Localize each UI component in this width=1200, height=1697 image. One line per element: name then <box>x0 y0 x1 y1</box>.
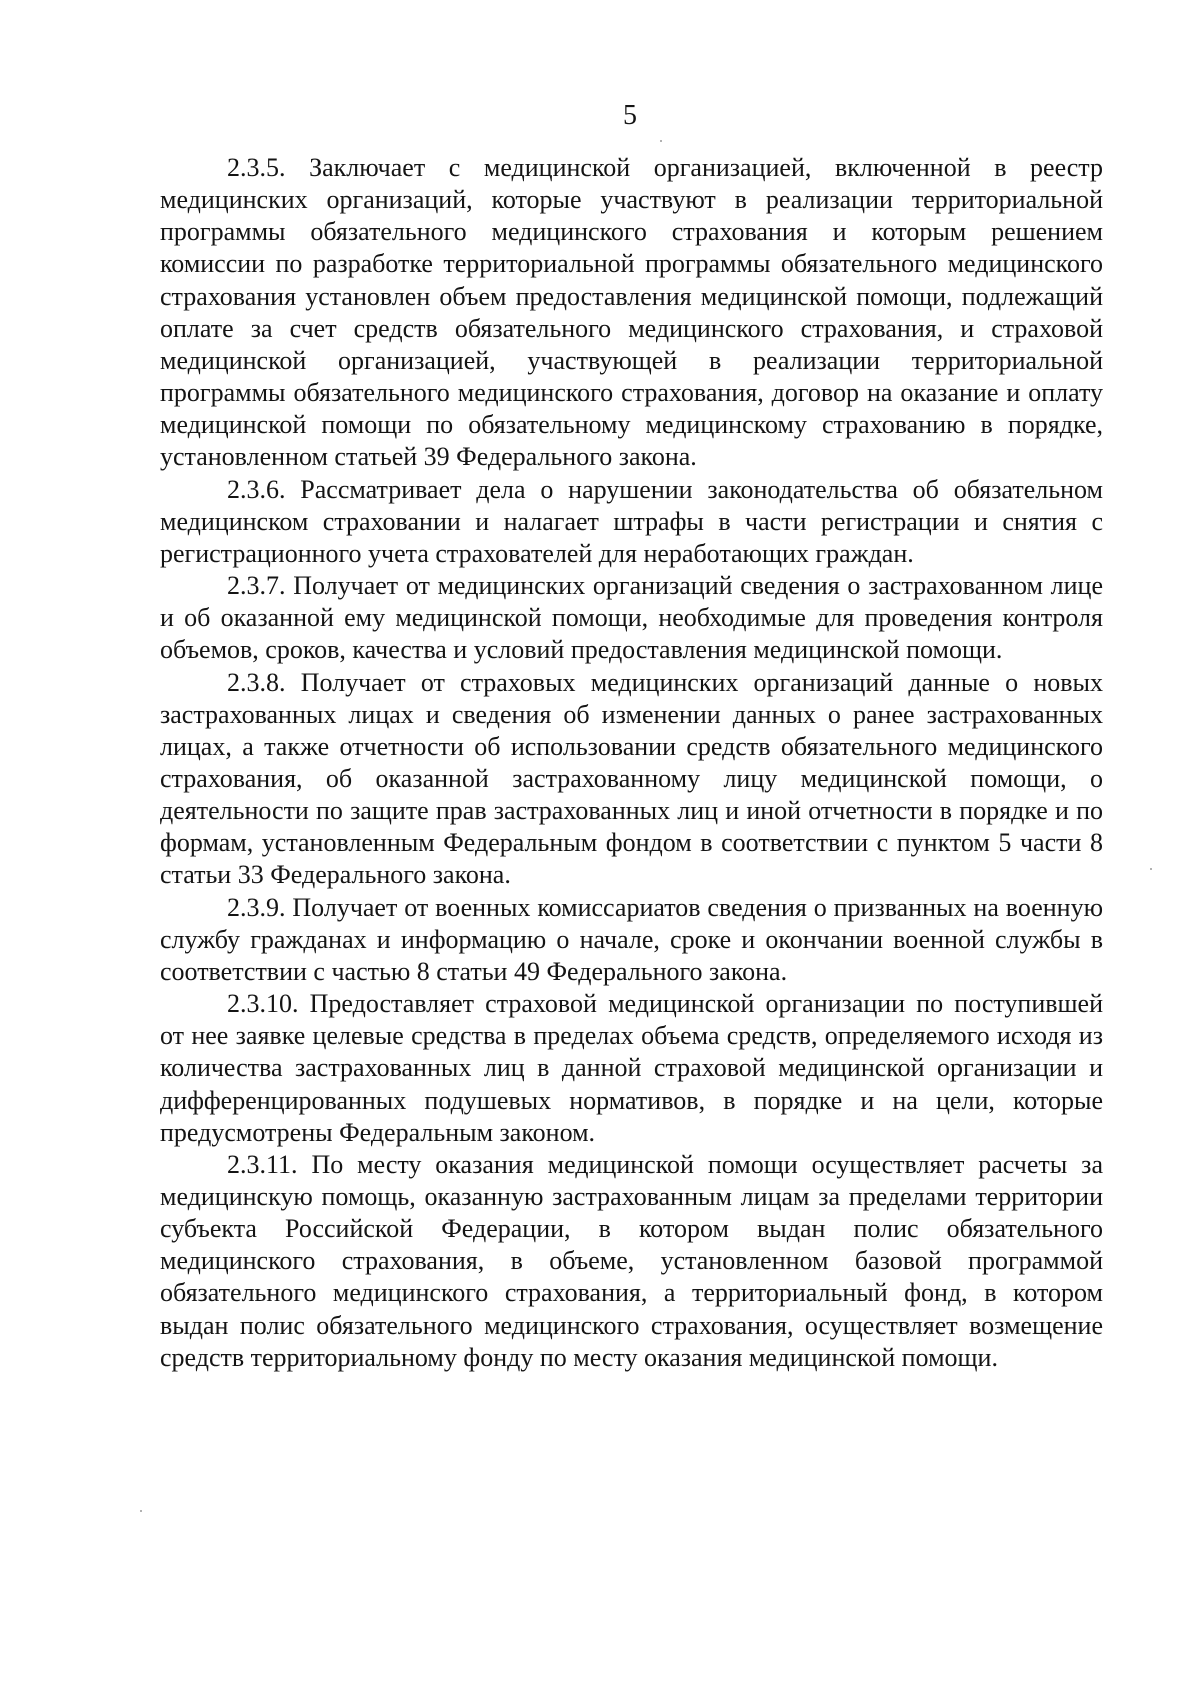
scan-speck <box>1150 868 1152 870</box>
paragraph-2-3-8: 2.3.8. Получает от страховых медицинских организаций данные о новых застрахованных лицах и сведения об изменении данных о ранее застрахованных лицах, а также отчетности об использовании средств обязательного медицинского страхования, об оказанной застрахованному лицу медицинской помощи, о деятельности по защите прав застрахованных лиц и иной отчетности в порядке и по формам, установленным Федеральным фондом в соответствии с пунктом 5 части 8 статьи 33 Федерального закона. <box>160 667 1103 890</box>
paragraph-2-3-9: 2.3.9. Получает от военных комиссариатов сведения о призванных на военную службу гражданах и информацию о начале, сроке и окончании военной службы в соответствии с частью 8 статьи 49 Федерального закона. <box>160 892 1103 986</box>
paragraph-2-3-11: 2.3.11. По месту оказания медицинской помощи осуществляет расчеты за медицинскую помощь, оказанную застрахованным лицам за пределами территории субъекта Российской Федерации, в котором выдан полис обязательного медицинского страхования, в объеме, установленном базовой программой обязательного медицинского страхования, а территориальный фонд, в котором выдан полис обязательного медицинского страхования, осуществляет возмещение средств территориальному фонду по месту оказания медицинской помощи. <box>160 1149 1103 1372</box>
document-body <box>160 152 1103 1374</box>
scan-speck <box>140 1510 142 1512</box>
paragraph-2-3-7: 2.3.7. Получает от медицинских организаций сведения о застрахованном лице и об оказанной ему медицинской помощи, необходимые для проведения контроля объемов, сроков, качества и условий предоставления медицинской помощи. <box>160 571 1103 665</box>
paragraph-2-3-10: 2.3.10. Предоставляет страховой медицинской организации по поступившей от нее заявке целевые средства в пределах объема средств, определяемого исходя из количества застрахованных лиц в данной страховой медицинской организации и дифференцированных подушевых нормативов, в порядке и на цели, которые предусмотрены Федеральным законом. <box>160 989 1103 1147</box>
paragraph-2-3-6: 2.3.6. Рассматривает дела о нарушении законодательства об обязательном медицинском страховании и налагает штрафы в части регистрации и снятия с регистрационного учета страхователей для неработающих граждан. <box>160 474 1103 568</box>
scan-speck <box>660 140 662 142</box>
paragraph-2-3-5: 2.3.5. Заключает с медицинской организацией, включенной в реестр медицинских организаций, которые участвуют в реализации территориальной программы обязательного медицинского страхования и которым решением комиссии по разработке территориальной программы обязательного медицинского страхования установлен объем предоставления медицинской помощи, подлежащий оплате за счет средств обязательного медицинского страхования, и страховой медицинской организацией, участвующей в реализации территориальной программы обязательного медицинского страхования, договор на оказание и оплату медицинской помощи по обязательному медицинскому страхованию в порядке, установленном статьей 39 Федерального закона. <box>160 153 1103 472</box>
page-number: 5 <box>623 100 637 131</box>
